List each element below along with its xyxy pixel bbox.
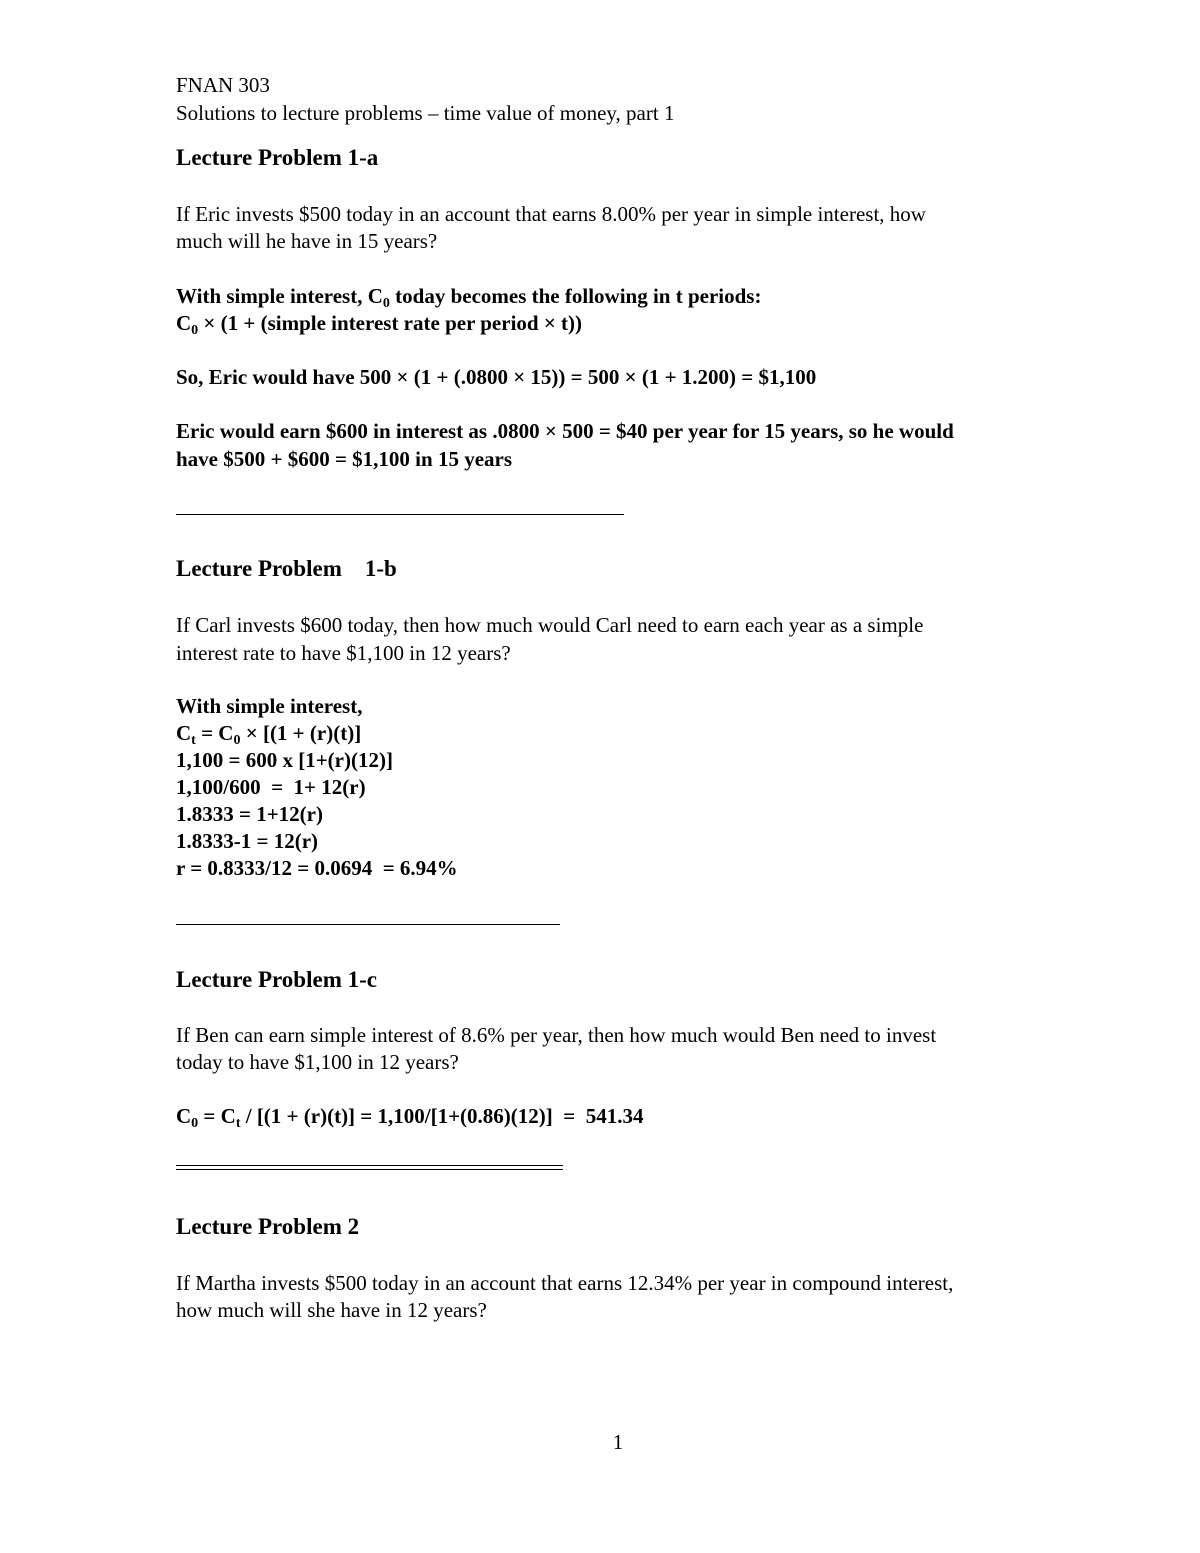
document-subtitle: Solutions to lecture problems – time value of money, part 1 [176,101,675,125]
problem-1c-solution-line-1: $C_0 = C_t / [(1 + (r)(t)] = 1,100/[1+(0.86)(12)] = 541.34$ [176,1104,644,1131]
problem-1a-solution-line-4: Eric would earn $600 in interest as .0800 × 500 = $40 per year for 15 years, so he would [176,419,954,443]
problem-1b-solution-line-2: $C_t = C_0 \times [(1 + (r)(t)]$ [176,721,362,748]
separator-line-2 [176,924,560,925]
separator-line-1 [176,514,624,515]
problem-1c-title: Lecture Problem 1-c [176,967,377,992]
problem-1b-solution-line-5: 1.8333 = 1+12(r) [176,802,323,826]
problem-1b-solution-line-3: 1,100 = 600 x [1+(r)(12)] [176,748,393,772]
problem-1a-solution-line-5: have $500 + $600 = $1,100 in 15 years [176,447,513,471]
problem-1c-question-line-1: If Ben can earn simple interest of 8.6% per year, then how much would Ben need to invest [176,1023,937,1047]
problem-1b-question-line-2: interest rate to have $1,100 in 12 years? [176,641,511,665]
page-number: 1 [612,1430,624,1454]
problem-1a-solution-line-3: So, Eric would have 500 × (1 + (.0800 × 15)) = 500 × (1 + 1.200) = $1,100 [176,365,817,389]
problem-1b-title: Lecture Problem 1-b [176,556,397,581]
problem-1a-solution-line-2: $C_0 \times (1$ + (simple interest rate per period × t)) [176,311,583,338]
problem-2-question-line-1: If Martha invests $500 today in an account that earns 12.34% per year in compound interest, [176,1271,954,1295]
problem-1a-title: Lecture Problem 1-a [176,145,379,170]
problem-2-question-line-2: how much will she have in 12 years? [176,1298,487,1322]
problem-1a-question-line-2: much will he have in 15 years? [176,229,438,253]
problem-1b-question-line-1: If Carl invests $600 today, then how much would Carl need to earn each year as a simple [176,613,924,637]
problem-2-title: Lecture Problem 2 [176,1214,360,1239]
problem-1a-question-line-1: If Eric invests $500 today in an account that earns 8.00% per year in simple interest, how [176,202,926,226]
double-separator-line [176,1165,563,1170]
problem-1b-solution-line-4: 1,100/600 = 1+ 12(r) [176,775,366,799]
problem-1b-solution-line-7: r = 0.8333/12 = 0.0694 = 6.94% [176,856,458,880]
problem-1c-question-line-2: today to have $1,100 in 12 years? [176,1050,459,1074]
problem-1a-solution-line-1: With simple interest, $C_0$ today becomes the following in t periods: [176,284,762,311]
course-code: FNAN 303 [176,73,270,97]
problem-1b-solution-line-6: 1.8333-1 = 12(r) [176,829,319,853]
problem-1b-solution-line-1: With simple interest, [176,694,363,718]
